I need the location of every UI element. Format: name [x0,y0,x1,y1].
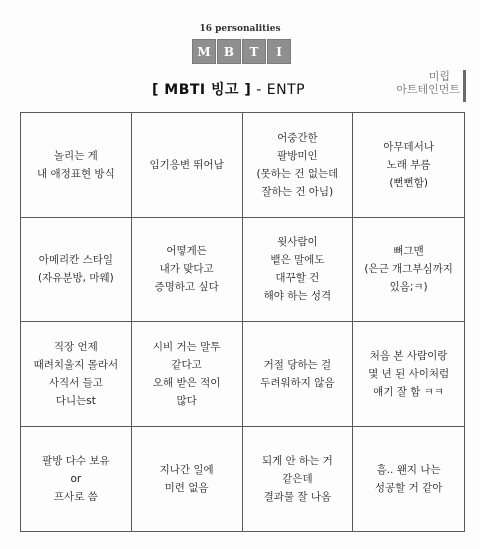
bingo-cell-6 [132,218,243,323]
bingo-cell-text: 거절 당하는 걸 두려워하지 않음 [260,358,335,389]
bingo-cell-text: 팔방 다수 보유 or 프사로 씀 [42,454,110,503]
bingo-cell-text: 윗사람이 뱉은 말에도 대꾸할 건 해야 하는 성격 [263,236,332,303]
brand-line2: 아트테인먼트 [396,83,460,96]
bingo-cell-text: 직장 언제 때려치울지 몰라서 사직서 들고 다니는st [33,340,119,407]
bingo-cell-11 [243,322,354,427]
bingo-cell-text: 처음 본 사람이랑 몇 년 된 사이처럼 얘기 잘 함 ㅋㅋ [368,349,450,398]
bingo-cell-15 [243,427,354,532]
title-type: - ENTP [251,82,306,98]
mbti-logo [192,39,291,64]
bingo-cell-text: 아메리칸 스타일 (자유분방, 마웨) [38,254,114,285]
bingo-cell-text: 놀리는 게 내 애정표현 방식 [37,149,115,180]
bingo-cell-8 [353,218,464,323]
bingo-cell-13 [21,427,132,532]
page-title [152,79,305,99]
bingo-cell-2 [132,113,243,218]
bingo-cell-9 [21,322,132,427]
bingo-cell-4 [353,113,464,218]
bingo-cell-text: 어중간한 팔방미인 (못하는 건 없는데 잘하는 건 아님) [256,131,339,198]
caption: 16 personalities [199,24,281,34]
logo-tile-b: B [217,39,241,64]
bingo-cell-text: 임기응변 뛰어남 [149,158,224,171]
bingo-cell-text: 지나간 일에 미련 없음 [159,463,214,494]
logo-tile-t: T [242,39,266,64]
brand-line1: 미립 [428,70,450,83]
bingo-cell-3 [243,113,354,218]
bingo-cell-5 [21,218,132,323]
bingo-cell-7 [243,218,354,323]
bingo-cell-text: 흠.. 왠지 나는 성공할 거 같아 [374,463,443,494]
bingo-cell-text: 뼈그맨 (은근 개그부심까지 있음;ㅋ) [364,245,453,294]
title-label: [ MBTI 빙고 ] [152,82,252,98]
bingo-cell-1 [21,113,132,218]
bingo-cell-text: 시비 거는 말투 같다고 오해 받은 적이 많다 [152,340,221,407]
bingo-cell-text: 되게 안 하는 거 같은데 결과물 잘 나옴 [261,454,333,503]
bingo-cell-text: 아무데서나 노래 부름 (뻔뻔함) [383,140,434,189]
bingo-grid [20,112,465,532]
bingo-cell-10 [132,322,243,427]
brand-mark [396,70,460,96]
brand-bar [463,70,466,102]
bingo-cell-text: 어떻게든 내가 맞다고 증명하고 싶다 [154,245,219,294]
logo-tile-m: M [192,39,216,64]
bingo-cell-14 [132,427,243,532]
bingo-cell-16 [353,427,464,532]
bingo-cell-12 [353,322,464,427]
logo-tile-i: I [267,39,291,64]
